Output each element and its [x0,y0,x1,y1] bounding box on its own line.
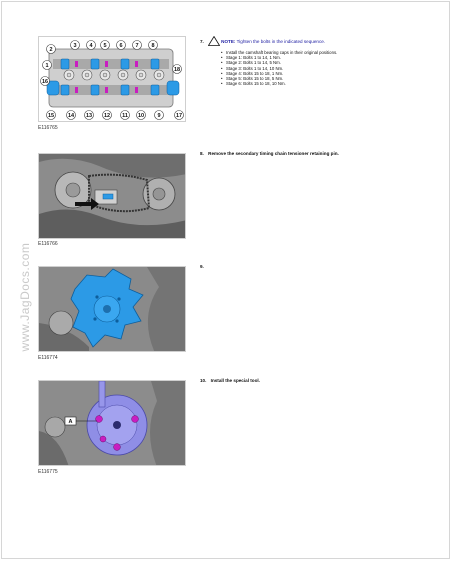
warning-triangle-icon [208,36,220,48]
substep-list [226,50,420,86]
callout-11: 11 [122,113,128,119]
callout-a: A [68,419,73,426]
watermark: www.JagDocs.com [18,242,32,352]
list-item: • Stage 5: Bolts 15 to 18, 5 Nm. [226,76,420,81]
figure-id: E116766 [38,241,58,247]
step-9 [200,264,420,270]
callout-7: 7 [135,43,139,49]
figure-id: E116765 [38,125,58,131]
note-label: NOTE: [221,39,236,44]
callout-9: 9 [157,113,161,119]
callout-16: 16 [41,79,49,85]
figure-id: E116774 [38,355,58,361]
callout-1: 1 [45,63,49,69]
note-text: Tighten the bolts in the indicated sequence. [236,39,326,44]
step-number: 10. [200,378,207,383]
callout-10: 10 [137,113,145,119]
step-number: 8. [200,151,204,156]
figure-id: E116775 [38,469,58,475]
callout-8: 8 [151,43,155,49]
callout-5: 5 [103,43,107,49]
callout-6: 6 [119,43,123,49]
list-item: • Stage 2: Bolts 1 to 14, 5 Nm. [226,60,420,65]
callout-12: 12 [103,113,111,119]
list-item: • Stage 3: Bolts 1 to 14, 10 Nm. [226,66,420,71]
step-number: 7. [200,39,204,44]
figure-camshaft-bolt-sequence [38,36,186,122]
step-10 [200,378,420,384]
callout-2: 2 [49,47,53,53]
step-7 [200,36,420,86]
callout-13: 13 [85,113,93,119]
list-item: • Install the camshaft bearing caps in their original positions. [226,50,420,55]
step-8 [200,151,420,157]
step-text: Install the special tool. [210,378,260,383]
figure-tensioner-pin [38,153,186,239]
figure-sprocket-cover [38,266,186,352]
list-item: • Stage 6: Bolts 15 to 18, 10 Nm. [226,81,420,86]
callout-4: 4 [89,43,93,49]
list-item: • Stage 1: Bolts 1 to 14, 1 Nm. [226,55,420,60]
callout-3: 3 [73,43,77,49]
callout-18: 18 [173,67,181,73]
callout-15: 15 [47,113,55,119]
list-item: • Stage 4: Bolts 15 to 18, 1 Nm. [226,71,420,76]
callout-14: 14 [67,113,75,119]
callout-17: 17 [175,113,183,119]
step-number: 9. [200,264,204,269]
step-text: Remove the secondary timing chain tensioner retaining pin. [208,151,339,156]
figure-special-tool [38,380,186,466]
